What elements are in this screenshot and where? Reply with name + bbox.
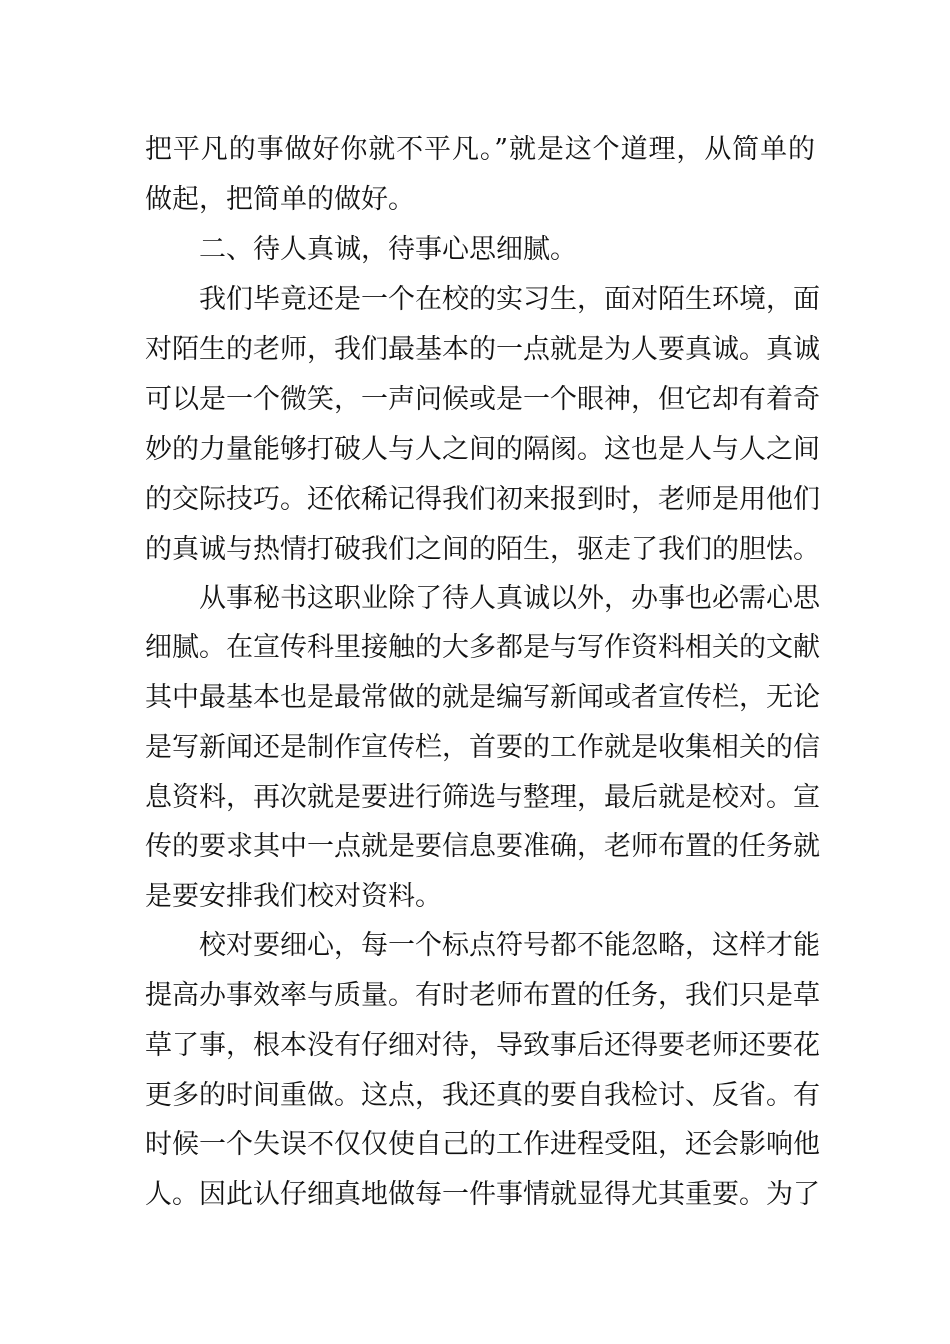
text-line: 草了事，根本没有仔细对待，导致事后还得要老师还要花 xyxy=(145,1030,820,1061)
text-line: 人。因此认仔细真地做每一件事情就显得尤其重要。为了 xyxy=(145,1179,820,1210)
text-line: 对陌生的老师，我们最基本的一点就是为人要真诚。真诚 xyxy=(145,334,820,365)
text-line: 把平凡的事做好你就不平凡。”就是这个道理，从简单的 xyxy=(145,134,815,165)
text-line: 做起，把简单的做好。 xyxy=(145,184,415,215)
text-line: 更多的时间重做。这点，我还真的要自我检讨、反省。有 xyxy=(145,1080,820,1111)
text-line: 是要安排我们校对资料。 xyxy=(145,881,442,912)
text-line: 的交际技巧。还依稀记得我们初来报到时，老师是用他们 xyxy=(145,484,820,515)
text-line: 传的要求其中一点就是要信息要准确，老师布置的任务就 xyxy=(145,831,820,862)
text-line: 提高办事效率与质量。有时老师布置的任务，我们只是草 xyxy=(145,980,820,1011)
text-line: 息资料，再次就是要进行筛选与整理，最后就是校对。宣 xyxy=(145,782,820,813)
text-line: 细腻。在宣传科里接触的大多都是与写作资料相关的文献 xyxy=(145,632,820,663)
text-line: 是写新闻还是制作宣传栏，首要的工作就是收集相关的信 xyxy=(145,732,820,763)
text-line: 的真诚与热情打破我们之间的陌生，驱走了我们的胆怯。 xyxy=(145,534,820,565)
text-line: 从事秘书这职业除了待人真诚以外，办事也必需心思 xyxy=(199,583,820,614)
text-line: 我们毕竟还是一个在校的实习生，面对陌生环境，面 xyxy=(199,284,820,315)
text-line: 其中最基本也是最常做的就是编写新闻或者宣传栏，无论 xyxy=(145,682,820,713)
text-line: 校对要细心，每一个标点符号都不能忽略，这样才能 xyxy=(199,930,820,961)
text-line: 可以是一个微笑，一声问候或是一个眼神，但它却有着奇 xyxy=(145,384,820,415)
text-line: 时候一个失误不仅仅使自己的工作进程受阻，还会影响他 xyxy=(145,1129,820,1160)
section-heading: 二、待人真诚，待事心思细腻。 xyxy=(199,234,577,265)
text-line: 妙的力量能够打破人与人之间的隔阂。这也是人与人之间 xyxy=(145,434,820,465)
